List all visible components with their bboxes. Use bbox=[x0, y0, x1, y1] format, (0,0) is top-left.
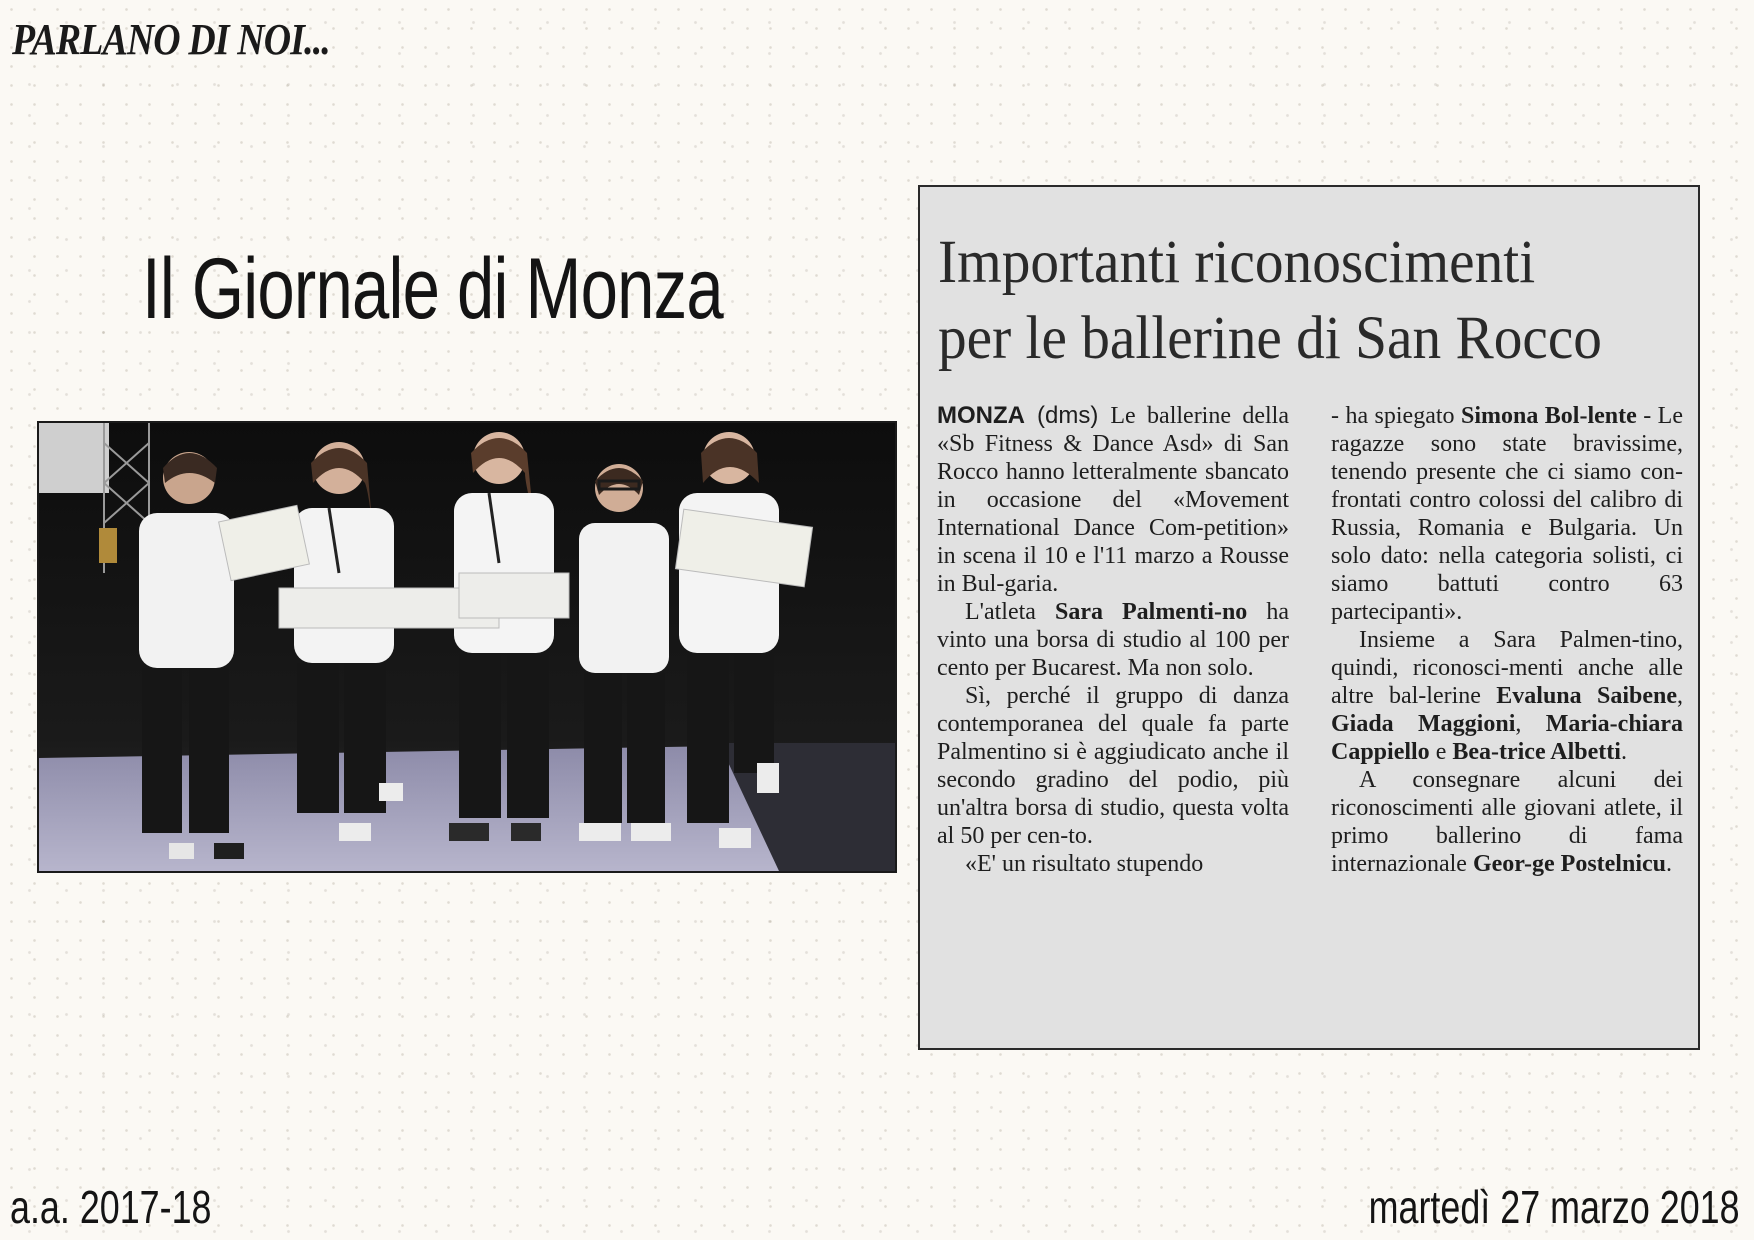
agency-tag: (dms) bbox=[1024, 402, 1111, 429]
paragraph-text: Insieme a Sara Palmen-tino, quindi, riconosci-menti anche alle altre bal-lerine bbox=[1331, 627, 1683, 709]
article-photo bbox=[37, 421, 897, 873]
person-name: Giada Maggioni bbox=[1331, 711, 1516, 737]
paragraph-text: ha vinto una borsa di studio al 100 per cento per Bucarest. Ma non solo. bbox=[937, 599, 1289, 681]
article-column-right bbox=[1331, 402, 1683, 878]
paragraph-text: - Le ragazze sono state bravissime, tenendo presente che ci siamo con-frontati contro colossi del calibro di Russia, Romania e Bulgaria. Un solo dato: nella categoria solisti, ci siamo battuti contro 63 partecipanti». bbox=[1331, 403, 1683, 625]
paragraph-text: L'atleta bbox=[965, 599, 1055, 625]
paragraph bbox=[937, 598, 1289, 682]
paragraph bbox=[1331, 402, 1683, 626]
page-header-label: PARLANO DI NOI... bbox=[12, 15, 330, 64]
separator: . bbox=[1666, 851, 1672, 877]
headline-line-2: per le ballerine di San Rocco bbox=[938, 305, 1602, 372]
separator: , bbox=[1515, 711, 1546, 737]
paragraph: Sì, perché il gruppo di danza contemporanea del quale fa parte Palmentino si è aggiudicato anche il secondo gradino del podio, più un'altra borsa di studio, questa volta al 50 per cen-to. bbox=[937, 683, 1289, 849]
dateline: MONZA bbox=[937, 402, 1025, 429]
separator: . bbox=[1620, 739, 1627, 765]
person-name: Geor-ge Postelnicu bbox=[1472, 851, 1666, 877]
group-photo-five-dancers bbox=[39, 423, 895, 871]
person-name: Maria-chiara Cappiello bbox=[1331, 711, 1683, 765]
paragraph-text: - ha spiegato bbox=[1331, 403, 1461, 429]
person-name: Sara Palmenti-no bbox=[1054, 599, 1248, 625]
newspaper-name: Il Giornale di Monza bbox=[142, 241, 723, 337]
article-headline bbox=[938, 225, 1698, 377]
paragraph bbox=[937, 402, 1289, 598]
person-name: Simona Bol-lente bbox=[1460, 403, 1637, 429]
separator: , bbox=[1677, 683, 1683, 709]
paragraph-text: Le ballerine della «Sb Fitness & Dance Asd» di San Rocco hanno letteralmente sbancato in occasione del «Movement International Dance Com-petition» in scena il 10 e l'11 marzo a Rousse in Bul-garia. bbox=[937, 403, 1289, 597]
article-column-left bbox=[937, 402, 1289, 878]
publication-date: martedì 27 marzo 2018 bbox=[1369, 1181, 1740, 1233]
paragraph bbox=[1331, 626, 1683, 766]
person-name: Evaluna Saibene bbox=[1496, 683, 1677, 709]
separator: e bbox=[1429, 739, 1453, 765]
academic-year: a.a. 2017-18 bbox=[10, 1181, 212, 1233]
paragraph: «E' un risultato stupendo bbox=[965, 851, 1204, 877]
paragraph-text: A consegnare alcuni dei riconoscimenti alle giovani atlete, il primo ballerino di fama internazionale bbox=[1331, 767, 1683, 877]
newspaper-clipping bbox=[918, 185, 1700, 1050]
paragraph bbox=[1331, 766, 1683, 878]
person-name: Bea-trice Albetti bbox=[1452, 739, 1621, 765]
headline-line-1: Importanti riconoscimenti bbox=[938, 229, 1536, 296]
